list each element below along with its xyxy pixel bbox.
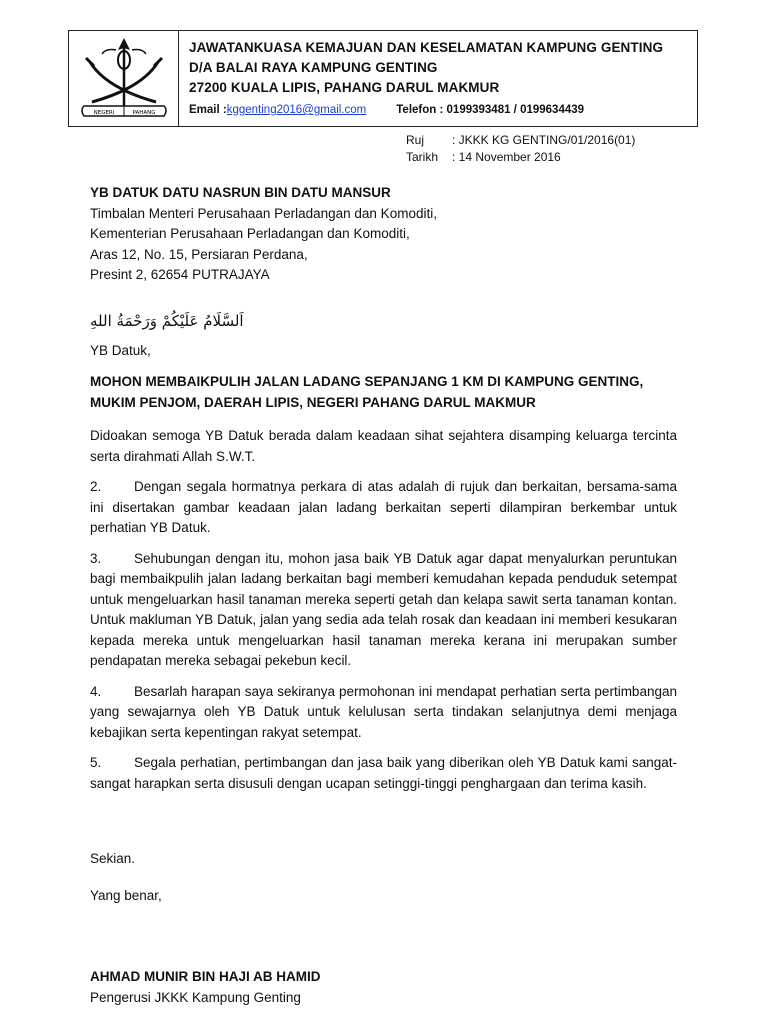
ruj-label: Ruj [406, 133, 425, 147]
organization-details [179, 31, 697, 126]
recipient-line-4: Presint 2, 62654 PUTRAJAYA [90, 267, 270, 282]
letter-body [90, 426, 677, 804]
arabic-salutation: اَلسَّلَامُ عَلَيْكُمْ وَرَحْمَةُ اللهِ [90, 312, 244, 330]
email-link[interactable]: kggenting2016@gmail.com [226, 104, 367, 116]
paragraph-text: Sehubungan dengan itu, mohon jasa baik YB Datuk agar dapat menyalurkan peruntukan bagi membaikpulih jalan ladang berkaitan bagi memberi kemudahan kepada penduduk setempat untuk mengeluarkan hasil tanaman mereka seperti getah dan kelapa sawit serta tanaman kontan. Untuk makluman YB Datuk, jalan yang sedia ada telah rosak dan keadaan ini memberi kesukaran kepada mereka untuk mengeluarkan hasil tanaman mereka kerana ini merupakan sumber pendapatan mereka sebagai pekebun kecil. [90, 550, 677, 668]
email-label: Email : [189, 104, 227, 116]
paragraph-5 [90, 753, 677, 794]
greeting: YB Datuk, [90, 343, 151, 358]
svg-text:PAHANG: PAHANG [131, 109, 156, 116]
tarikh-label: Tarikh [406, 150, 439, 164]
reference-number-row [406, 132, 635, 149]
org-address-line-2: 27200 KUALA LIPIS, PAHANG DARUL MAKMUR [189, 80, 500, 95]
paragraph-number: 3. [90, 550, 102, 566]
paragraph-number: 2. [90, 479, 102, 494]
paragraph-text: Besarlah harapan saya sekiranya permohonan ini mendapat perhatian serta pertimbangan yang sewajarnya oleh YB Datuk untuk kelulusan serta tindakan selanjutnya demi menjaga kebajikan serta kepentingan rakyat setempat. [90, 683, 677, 740]
subject-heading [90, 371, 680, 413]
org-address-line-1: D/A BALAI RAYA KAMPUNG GENTING [189, 60, 438, 75]
paragraph-3 [90, 549, 677, 672]
recipient-line-3: Aras 12, No. 15, Persiaran Perdana, [90, 246, 308, 262]
signatory-title: Pengerusi JKKK Kampung Genting [90, 990, 301, 1005]
closing-sekian: Sekian. [90, 851, 136, 866]
paragraph-text: Segala perhatian, pertimbangan dan jasa baik yang diberikan oleh YB Datuk kami sangat-sangat harapkan serta disusuli dengan ucapan setinggi-tinggi penghargaan dan terima kasih. [90, 755, 677, 791]
closing-yang-benar: Yang benar, [90, 888, 162, 903]
subject-line-2: MUKIM PENJOM, DAERAH LIPIS, NEGERI PAHANG DARUL MAKMUR [90, 395, 536, 410]
recipient-line-1: Timbalan Menteri Perusahaan Perladangan dan Komoditi, [90, 205, 437, 221]
signatory-name: AHMAD MUNIR BIN HAJI AB HAMID [90, 969, 321, 984]
recipient-line-2: Kementerian Perusahaan Perladangan dan Komoditi, [90, 226, 410, 241]
recipient-name: YB DATUK DATU NASRUN BIN DATU MANSUR [90, 185, 391, 200]
crest-logo-cell [69, 31, 179, 126]
subject-line-1: MOHON MEMBAIKPULIH JALAN LADANG SEPANJANG 1 KM DI KAMPUNG GENTING, [90, 374, 644, 389]
paragraph-number: 4. [90, 683, 102, 699]
phone-number: Telefon : 0199393481 / 0199634439 [396, 104, 585, 116]
paragraph-2 [90, 477, 677, 539]
letterhead [68, 30, 698, 127]
pahang-crest-icon [76, 36, 172, 122]
paragraph-text: Dengan segala hormatnya perkara di atas adalah di rujuk dan berkaitan, bersama-sama ini disertakan gambar keadaan jalan ladang berkaitan seperti dilampiran berkembar untuk perhatian YB Datuk. [90, 479, 677, 535]
paragraph-1: Didoakan semoga YB Datuk berada dalam keadaan sihat sejahtera disamping keluarga tercinta serta dirahmati Allah S.W.T. [90, 428, 677, 464]
paragraph-number: 5. [90, 755, 102, 770]
ruj-value: : JKKK KG GENTING/01/2016(01) [452, 133, 636, 147]
date-row [406, 149, 635, 166]
reference-block [406, 132, 635, 166]
org-name: JAWATANKUASA KEMAJUAN DAN KESELAMATAN KAMPUNG GENTING [189, 40, 664, 55]
tarikh-value: : 14 November 2016 [452, 150, 561, 164]
paragraph-4 [90, 682, 677, 744]
contact-line [189, 104, 687, 116]
svg-text:NEGERI: NEGERI [93, 109, 114, 116]
recipient-address [90, 183, 437, 286]
